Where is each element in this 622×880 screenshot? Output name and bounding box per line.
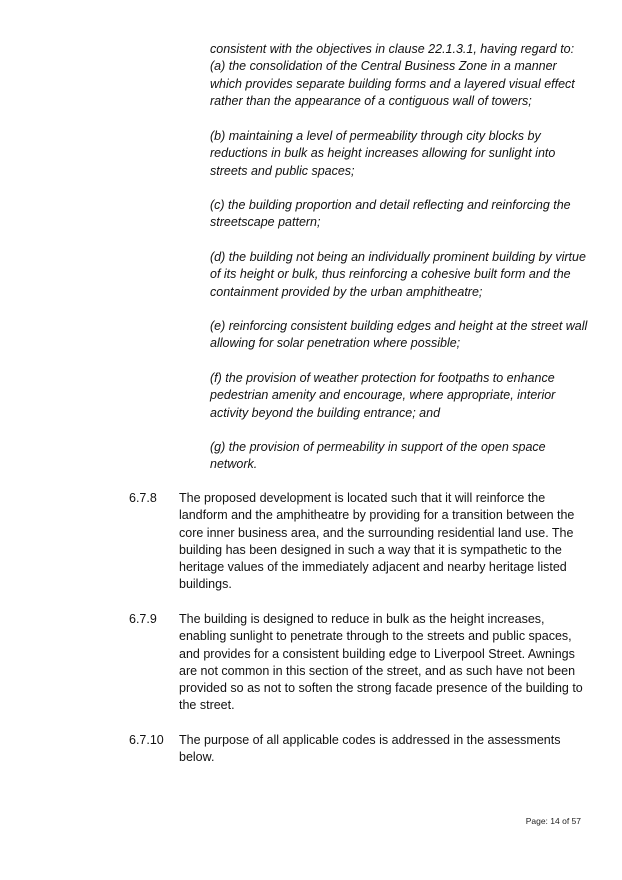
paragraph-text: The proposed development is located such that it will reinforce the landform and the amphitheatre by providing for a transition between the core inner business area, and the surrounding residential land use. The building has been designed in such a way that it is sympathetic to the heritage values of the immediately adjacent and nearby heritage listed buildings.	[179, 491, 575, 592]
paragraph-text: The building is designed to reduce in bulk as the height increases, enabling sunlight to penetrate through to the streets and public spaces, and provides for a consistent building edge to Liverpool Street. Awnings are not common in this section of the street, and as such have not been provided so as not to soften the strong facade presence of the building to the street.	[179, 612, 583, 713]
criterion-g: (g) the provision of permeability in support of the open space network.	[210, 440, 546, 472]
page-number: Page: 14 of 57	[525, 816, 581, 826]
criterion-d: (d) the building not being an individually prominent building by virtue of its height or bulk, thus reinforcing a cohesive built form and the containment provided by the urban amphitheatre;	[210, 250, 586, 299]
criterion-f: (f) the provision of weather protection for footpaths to enhance pedestrian amenity and encourage, where appropriate, interior activity beyond the building entrance; and	[210, 371, 556, 420]
paragraph-number: 6.7.8	[129, 491, 157, 505]
criterion-e: (e) reinforcing consistent building edges and height at the street wall allowing for solar penetration where possible;	[210, 319, 588, 351]
criterion-b: (b) maintaining a level of permeability through city blocks by reductions in bulk as height increases allowing for sunlight into streets and public spaces;	[210, 129, 556, 178]
paragraph-6-7-10	[129, 732, 589, 767]
paragraph-number: 6.7.10	[129, 733, 164, 747]
paragraph-6-7-9	[129, 611, 589, 715]
paragraph-number: 6.7.9	[129, 612, 157, 626]
paragraph-6-7-8	[129, 490, 589, 594]
criterion-c: (c) the building proportion and detail reflecting and reinforcing the streetscape pattern;	[210, 198, 571, 230]
paragraph-text: The purpose of all applicable codes is addressed in the assessments below.	[179, 733, 561, 765]
criterion-a: consistent with the objectives in clause 22.1.3.1, having regard to: (a) the consolidation of the Central Business Zone in a manner which provides separate building forms and a layered visual effect rather than the appearance of a contiguous wall of towers;	[210, 42, 575, 108]
